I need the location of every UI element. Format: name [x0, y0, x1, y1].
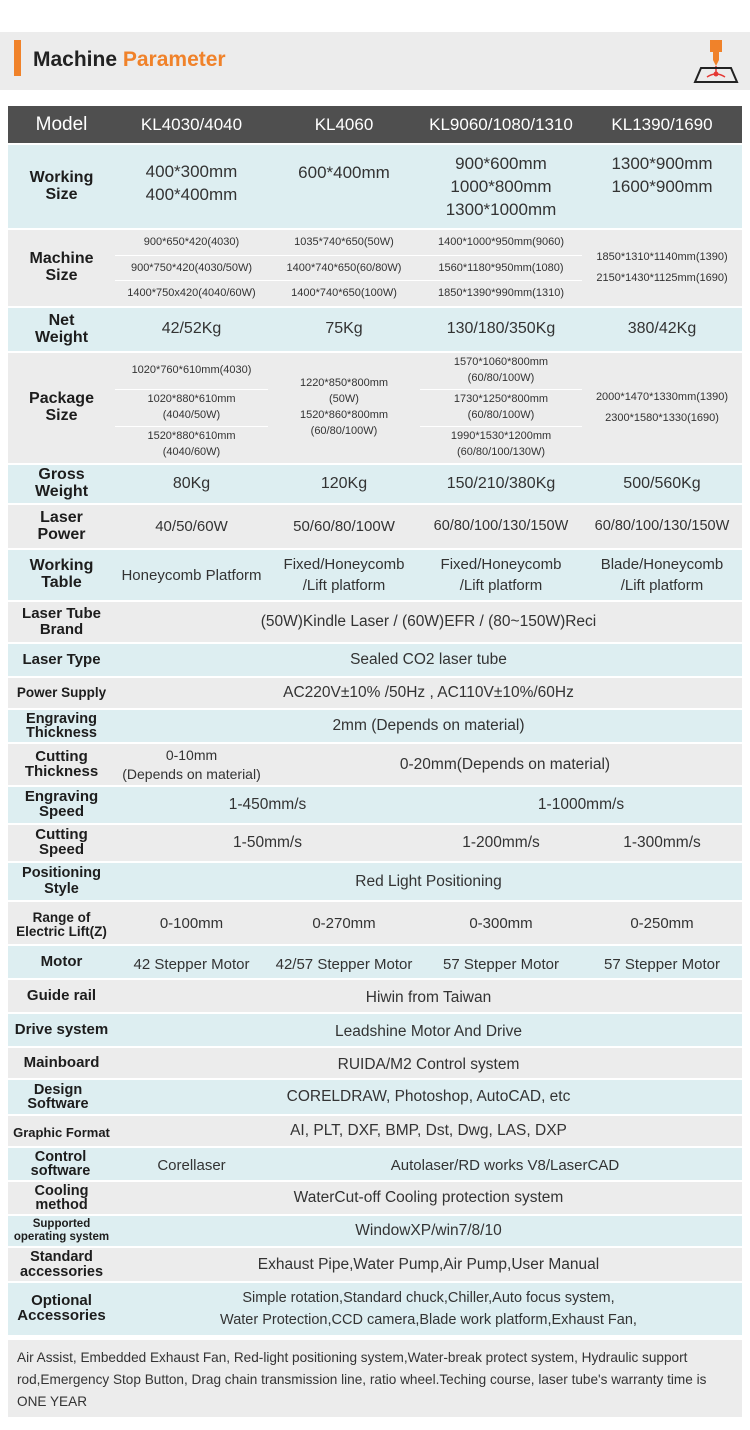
table-row [8, 1048, 742, 1078]
table-cell [268, 230, 420, 306]
section-header [0, 32, 750, 90]
table-row [8, 787, 742, 823]
table-cell [420, 353, 582, 463]
table-cell: Simple rotation,Standard chuck,Chiller,Auto focus system, Water Protection,CCD camera,Blade work platform,Exhaust Fan, [220, 1289, 637, 1328]
table-cell: 0-10mm (Depends on material) [122, 747, 261, 782]
row-label: Machine Size [29, 250, 94, 284]
table-row [8, 980, 742, 1012]
row-label: Cutting Thickness [24, 747, 99, 780]
table-row [8, 902, 742, 944]
row-label: Laser Power [37, 508, 86, 543]
table-cell: WaterCut-off Cooling protection system [293, 1189, 564, 1207]
row-label: Control software [30, 1148, 91, 1179]
laser-head-icon [693, 38, 739, 86]
table-cell: RUIDA/M2 Control system [337, 1056, 520, 1074]
table-row [8, 230, 742, 306]
table-row [8, 644, 742, 676]
column-header-model: Model [35, 113, 88, 135]
column-header: KL4060 [314, 114, 374, 134]
table-row [8, 465, 742, 503]
table-cell: 500/560Kg [623, 474, 701, 492]
table-row [8, 946, 742, 978]
row-label: Cooling method [34, 1182, 89, 1213]
table-row [8, 308, 742, 351]
row-label: Mainboard [23, 1054, 100, 1072]
table-cell: Blade/Honeycomb /Lift platform [600, 556, 724, 594]
table-cell: Red Light Positioning [355, 872, 502, 890]
table-cell: 42/52Kg [161, 320, 222, 338]
table-cell: Hiwin from Taiwan [365, 989, 492, 1007]
row-label: Laser Type [22, 651, 101, 669]
table-cell: Exhaust Pipe,Water Pump,Air Pump,User Manual [257, 1255, 600, 1273]
table-row [8, 1014, 742, 1046]
column-header: KL1390/1690 [611, 114, 713, 134]
table-cell: 1-1000mm/s [537, 796, 625, 814]
table-cell: 42/57 Stepper Motor [275, 955, 413, 973]
table-cell: 380/42Kg [627, 320, 697, 338]
table-row [8, 744, 742, 785]
row-label: Engraving Speed [24, 788, 99, 820]
table-cell: 80Kg [172, 474, 211, 492]
accent-bar [14, 40, 21, 76]
table-row [8, 1216, 742, 1246]
table-cell: Fixed/Honeycomb /Lift platform [440, 556, 562, 594]
row-label: Working Table [29, 557, 94, 591]
table-cell: 120Kg [320, 474, 368, 492]
table-row [8, 353, 742, 463]
table-row [8, 602, 742, 642]
row-label: Gross Weight [34, 466, 89, 500]
cell-line: 1035*740*650(50W) [294, 236, 394, 249]
table-cell [115, 353, 268, 463]
table-cell: AI, PLT, DXF, BMP, Dst, Dwg, LAS, DXP [290, 1122, 567, 1140]
footer-note: Air Assist, Embedded Exhaust Fan, Red-light positioning system,Water-break protect system, Hydraulic support rod,Emergency Stop Button, Drag chain transmission line, ratio wheel.Teching course, laser tube's warranty time is ONE YEAR [8, 1340, 742, 1417]
table-cell: Honeycomb Platform [121, 566, 262, 584]
row-label: Supported operating system [13, 1217, 110, 1243]
table-cell: 42 Stepper Motor [133, 955, 250, 973]
cell-line: 900*750*420(4030/50W) [115, 255, 268, 281]
table-cell: Leadshine Motor And Drive [335, 1022, 522, 1040]
table-cell: 1300*900mm 1600*900mm [611, 154, 713, 196]
row-label: Motor [40, 953, 83, 971]
row-label: Cutting Speed [35, 826, 88, 858]
cell-line: 1990*1530*1200mm (60/80/100/130W) [420, 426, 582, 463]
table-cell: 400*300mm 400*400mm [145, 162, 238, 204]
table-cell: 2mm (Depends on material) [332, 717, 525, 735]
table-row [8, 550, 742, 600]
cell-line: 1730*1250*800mm (60/80/100W) [420, 389, 582, 426]
table-cell: 57 Stepper Motor [604, 955, 720, 973]
table-row [8, 1116, 742, 1146]
table-cell: 1220*850*800mm (50W) 1520*860*800mm (60/80/100W) [299, 377, 389, 437]
table-cell: Autolaser/RD works V8/LaserCAD [390, 1156, 620, 1174]
cell-line: 1570*1060*800mm (60/80/100W) [453, 356, 549, 384]
table-cell: 1850*1310*1140mm(1390) 2150*1430*1125mm(1690) [596, 251, 728, 284]
table-cell: 60/80/100/130/150W [594, 518, 730, 535]
row-label: Drive system [14, 1021, 109, 1039]
table-cell: 0-20mm(Depends on material) [399, 755, 611, 773]
cell-line: 1400*740*650(100W) [268, 280, 420, 306]
table-cell: 600*400mm [298, 163, 390, 182]
table-cell: 2000*1470*1330mm(1390) 2300*1580*1330(1690) [595, 391, 729, 424]
column-header: KL4030/4040 [140, 114, 243, 134]
row-label: Range of Electric Lift(Z) [16, 909, 107, 939]
table-row [8, 710, 742, 742]
table-row [8, 1080, 742, 1114]
table-cell: Corellaser [157, 1156, 226, 1174]
table-cell: 130/180/350Kg [446, 320, 556, 338]
table-row [8, 1148, 742, 1180]
cell-line: 1400*1000*950mm(9060) [438, 236, 564, 249]
cell-line: 1400*750x420(4040/60W) [115, 280, 268, 306]
row-label: Design Software [27, 1081, 89, 1112]
cell-line: 1020*880*610mm (4040/50W) [115, 389, 268, 426]
table-cell: 1-450mm/s [228, 796, 307, 814]
row-label: Standard accessories [19, 1249, 104, 1280]
row-label: Engraving Thickness [26, 710, 97, 741]
table-cell: 0-300mm [469, 914, 533, 932]
row-label: Working Size [29, 168, 94, 203]
table-cell: WindowXP/win7/8/10 [355, 1222, 502, 1240]
row-label: Net Weight [34, 311, 89, 346]
table-row [8, 1248, 742, 1281]
table-cell [420, 230, 582, 306]
table-cell: (50W)Kindle Laser / (60W)EFR / (80~150W)Reci [260, 613, 597, 631]
row-label: Guide rail [26, 987, 97, 1005]
table-cell: 1-50mm/s [233, 834, 302, 852]
table-row [8, 1182, 742, 1214]
table-cell: 900*600mm 1000*800mm 1300*1000mm [445, 154, 557, 219]
row-label: Optional Accessories [17, 1292, 106, 1324]
table-row [8, 505, 742, 548]
cell-line: 1850*1390*990mm(1310) [420, 280, 582, 306]
row-label: Positioning Style [22, 865, 101, 897]
row-label: Graphic Format [13, 1125, 110, 1141]
cell-line: 900*650*420(4030) [143, 236, 240, 249]
table-cell: 40/50/60W [155, 518, 228, 535]
table-cell: 150/210/380Kg [446, 474, 556, 492]
table-cell: 57 Stepper Motor [443, 955, 559, 973]
table-cell: CORELDRAW, Photoshop, AutoCAD, etc [286, 1088, 571, 1106]
table-cell: Fixed/Honeycomb /Lift platform [283, 556, 405, 594]
table-cell: 0-270mm [312, 914, 376, 932]
table-cell: Sealed CO2 laser tube [350, 651, 507, 669]
table-cell: 60/80/100/130/150W [433, 518, 569, 535]
table-cell: 0-250mm [630, 914, 694, 932]
cell-line: 1560*1180*950mm(1080) [420, 255, 582, 281]
table-row [8, 1283, 742, 1335]
table-cell [115, 230, 268, 306]
row-label: Power Supply [16, 684, 107, 700]
table-row [8, 678, 742, 708]
column-header: KL9060/1080/1310 [429, 114, 573, 134]
table-row [8, 145, 742, 228]
cell-line: 1400*740*650(60/80W) [268, 255, 420, 281]
row-label: Laser Tube Brand [22, 605, 101, 638]
table-cell: 0-100mm [159, 914, 224, 932]
cell-line: 1020*760*610mm(4030) [131, 364, 252, 377]
table-header-row [8, 106, 742, 143]
table-row [8, 825, 742, 861]
table-cell: 1-200mm/s [462, 834, 540, 852]
table-row [8, 863, 742, 900]
row-label: Package Size [29, 390, 94, 424]
table-cell: 75Kg [325, 320, 363, 338]
section-title: Machine Parameter [33, 48, 226, 71]
cell-line: 1520*880*610mm (4040/60W) [115, 426, 268, 463]
table-cell: AC220V±10% /50Hz , AC110V±10%/60Hz [283, 684, 574, 702]
table-cell: 1-300mm/s [623, 834, 701, 852]
table-cell: 50/60/80/100W [293, 518, 395, 535]
